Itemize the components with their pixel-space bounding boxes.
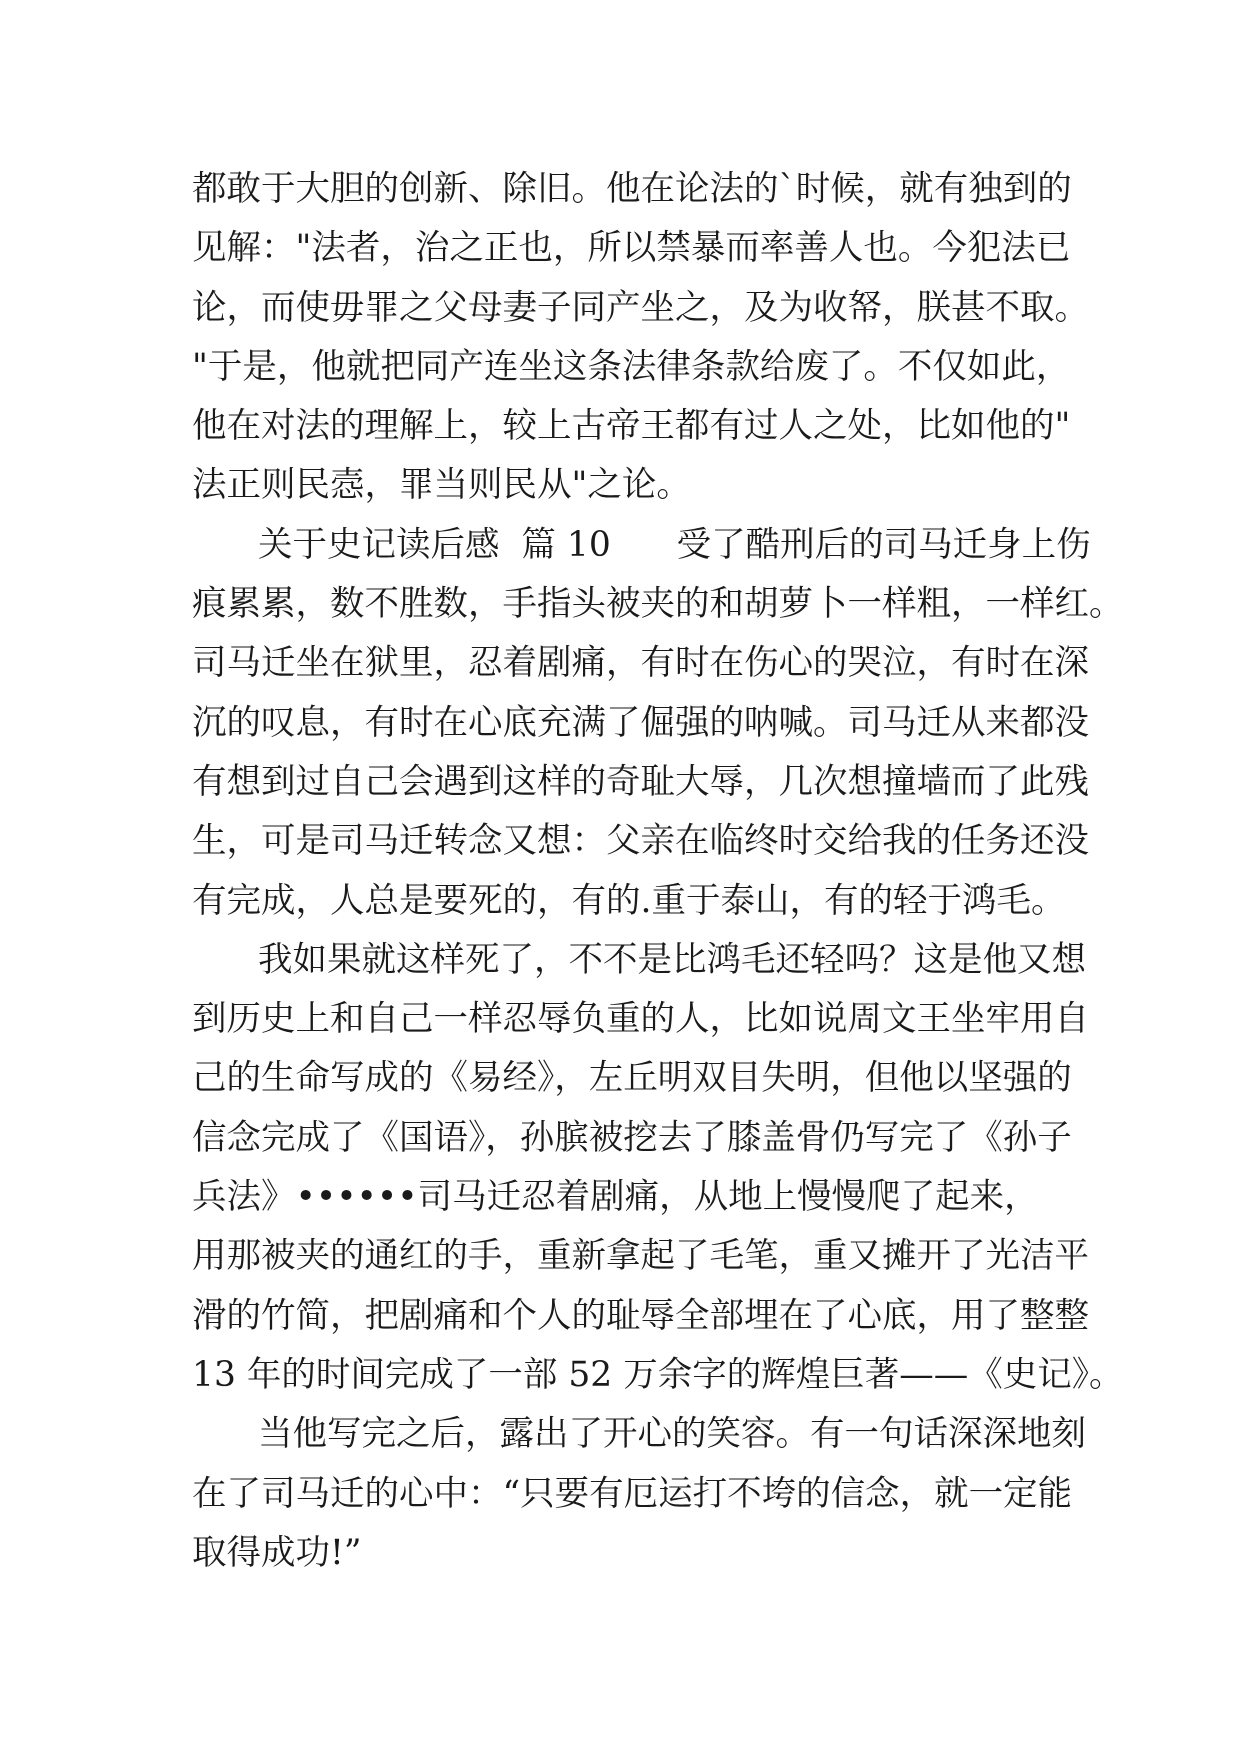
text-line: 信念完成了《国语》，孙膑被挖去了膝盖骨仍写完了《孙子: [192, 1117, 1072, 1158]
text-line: 滑的竹简，把剧痛和个人的耻辱全部埋在了心底，用了整整: [192, 1295, 1089, 1336]
text-line: 他在对法的理解上，较上古帝王都有过人之处，比如他的": [192, 406, 1071, 447]
text-line: 痕累累，数不胜数，手指头被夹的和胡萝卜一样粗，一样红。: [192, 584, 1124, 625]
text-line: 在了司马迁的心中：“只要有厄运打不垮的信念，就一定能: [192, 1473, 1073, 1514]
text-line: 沉的叹息，有时在心底充满了倔强的呐喊。司马迁从来都没: [192, 702, 1089, 743]
paragraph-start-line: 当他写完之后，露出了开心的笑容。有一句话深深地刻: [258, 1414, 1086, 1455]
text-line: 13 年的时间完成了一部 52 万余字的辉煌巨著——《史记》。: [192, 1354, 1124, 1395]
section-heading-line: 关于史记读后感 篇 10 受了酷刑后的司马迁身上伤: [258, 524, 1091, 565]
text-line: 生，可是司马迁转念又想：父亲在临终时交给我的任务还没: [192, 821, 1089, 862]
text-line: 见解："法者，治之正也，所以禁暴而率善人也。今犯法已: [192, 228, 1071, 269]
text-line: 司马迁坐在狱里，忍着剧痛，有时在伤心的哭泣，有时在深: [192, 643, 1089, 684]
text-line: 有完成，人总是要死的，有的.重于泰山，有的轻于鸿毛。: [192, 880, 1066, 921]
text-line: 到历史上和自己一样忍辱负重的人，比如说周文王坐牢用自: [192, 999, 1089, 1040]
text-line: 用那被夹的通红的手，重新拿起了毛笔，重又摊开了光洁平: [192, 1236, 1089, 1277]
text-line: 己的生命写成的《易经》，左丘明双目失明，但他以坚强的: [192, 1058, 1072, 1099]
text-line: 有想到过自己会遇到这样的奇耻大辱，几次想撞墙而了此残: [192, 761, 1089, 802]
text-line: 都敢于大胆的创新、除旧。他在论法的`时候，就有独到的: [192, 169, 1072, 209]
paragraph-start-line: 我如果就这样死了，不不是比鸿毛还轻吗？这是他又想: [258, 939, 1086, 980]
text-line: 取得成功!”: [192, 1532, 362, 1573]
text-line: 论，而使毋罪之父母妻子同产坐之，及为收帑，朕甚不取。: [192, 287, 1089, 328]
text-line: 法正则民悫，罪当则民从"之论。: [192, 465, 691, 506]
text-line: 兵法》••••••司马迁忍着剧痛，从地上慢慢爬了起来，: [192, 1177, 1039, 1218]
text-line: "于是，他就把同产连坐这条法律条款给废了。不仅如此，: [192, 346, 1071, 387]
body-text: [192, 160, 1124, 1583]
